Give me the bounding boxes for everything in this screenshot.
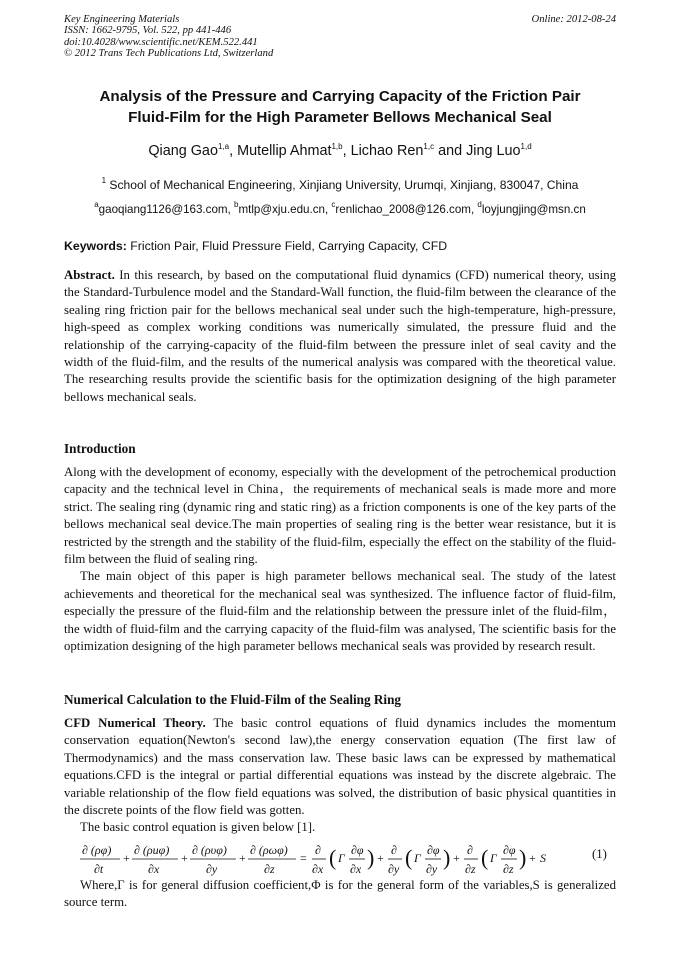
section-heading-numerical: Numerical Calculation to the Fluid-Film of the Sealing Ring — [64, 692, 402, 707]
paragraph: The basic control equations of fluid dynamics includes the momentum conservation equation(Newton's second law),the energy conservation equation (The first law of Thermodynamics) and the mass conservation law. These basic laws can be expressed by mathematical equations.CFD is the integral or partial differential equations was instead by the discrete algebraic. The variable relationship of the flow field equations was solved, the distribution of basic physical quantities in the discrete points of the flow field was gotten. — [64, 716, 617, 818]
svg-text:∂t: ∂t — [94, 862, 104, 876]
abstract-label: Abstract. — [64, 268, 115, 282]
svg-text:+: + — [453, 851, 460, 865]
keywords — [64, 239, 616, 253]
svg-text:∂y: ∂y — [426, 862, 438, 876]
svg-text:∂x: ∂x — [312, 862, 324, 876]
svg-text:∂y: ∂y — [388, 862, 400, 876]
email-link[interactable]: renlichao_2008@126.com, — [335, 203, 478, 216]
svg-text:∂ (ρφ): ∂ (ρφ) — [82, 843, 112, 857]
svg-text:∂: ∂ — [315, 843, 321, 857]
paragraph: The main object of this paper is high parameter bellows mechanical seal. The study of the latest achievements and theoretical for the mechanical seal was synthesized. The influence factor of fluid-film, especially the pressure of the fluid-film and the relationship between the pressure inlet of the fluid-film，the width of fluid-film and the carrying capacity of the fluid-film was analysed, The scientific basis for the optimization designing of the high parameter bellows mechanical seals was provided by research result. — [64, 569, 616, 654]
svg-text:∂ (ρuφ): ∂ (ρuφ) — [134, 843, 170, 857]
equation-number: (1) — [592, 847, 607, 861]
svg-text:∂z: ∂z — [264, 862, 275, 876]
svg-text:Γ: Γ — [338, 851, 345, 865]
svg-text:∂ (ρυφ): ∂ (ρυφ) — [192, 843, 227, 857]
svg-text:∂z: ∂z — [465, 862, 476, 876]
svg-text:∂z: ∂z — [503, 862, 514, 876]
author: Jing Luo$^{1,d}$ — [466, 142, 532, 159]
svg-text:+: + — [377, 851, 384, 865]
affiliation: $^1$ School of Mechanical Engineering, Xinjiang University, Urumqi, Xinjiang, 830047, China — [101, 176, 579, 192]
running-header — [64, 14, 616, 60]
paper-title — [64, 86, 616, 128]
paragraph: Along with the development of economy, especially with the development of the petrochemical production capacity and the technical level in China，the requirements of mechanical seals is made more and more strict. The sealing ring (dynamic ring and static ring) as a friction components is one of the key parts of the bellows mechanical seal device.The main properties of sealing ring is the better wear resistance, but it is restricted by the strength and the stability of the fluid-film, especially the effect on the stability of the fluid-film between the fluid of sealing ring. — [64, 465, 616, 567]
paragraph: Where,Γ is for general diffusion coefficient,Φ is for the general form of the variables,S is generalized source term. — [64, 878, 616, 910]
online-date: Online: 2012-08-24 — [531, 14, 616, 25]
keywords-label: Keywords: — [64, 239, 127, 253]
numerical-body — [64, 715, 616, 837]
svg-text:): ) — [367, 845, 375, 870]
email-list: $^a$gaoqiang1126@163.com, $^b$mtlp@xju.edu.cn, $^c$renlichao_2008@126.com, $^d$loyjungjing@msn.cn — [94, 200, 586, 216]
keywords-text: Friction Pair, Fluid Pressure Field, Carrying Capacity, CFD — [130, 239, 448, 253]
svg-text:∂x: ∂x — [350, 862, 362, 876]
svg-text:∂: ∂ — [391, 843, 397, 857]
svg-text:): ) — [519, 845, 527, 870]
email-link[interactable]: mtlp@xju.edu.cn, — [238, 203, 332, 216]
where-paragraph — [64, 877, 616, 912]
subsection-label: CFD Numerical Theory. — [64, 716, 206, 730]
svg-text:(: ( — [329, 845, 337, 870]
svg-text:∂y: ∂y — [206, 862, 218, 876]
doi-line: doi:10.4028/www.scientific.net/KEM.522.441 — [64, 36, 258, 48]
introduction-body — [64, 464, 616, 655]
email-link[interactable]: gaoqiang1126@163.com, — [98, 203, 234, 216]
copyright-line: © 2012 Trans Tech Publications Ltd, Switzerland — [64, 48, 274, 60]
svg-text:∂: ∂ — [467, 843, 473, 857]
svg-text:(: ( — [405, 845, 413, 870]
svg-text:∂φ: ∂φ — [427, 843, 440, 857]
svg-text:+: + — [239, 851, 246, 865]
author: Mutellip Ahmat$^{1,b}$, — [237, 142, 351, 159]
svg-text:+: + — [181, 851, 188, 865]
author: Qiang Gao$^{1,a}$, — [148, 142, 238, 159]
svg-text:∂φ: ∂φ — [503, 843, 516, 857]
svg-text:Γ: Γ — [490, 851, 497, 865]
author: Lichao Ren$^{1,c}$ and — [350, 142, 467, 159]
section-heading-introduction: Introduction — [64, 441, 136, 456]
svg-text:(: ( — [481, 845, 489, 870]
equation-intro: The basic control equation is given below [1]. — [80, 820, 316, 835]
svg-text:∂x: ∂x — [148, 862, 160, 876]
abstract — [64, 267, 616, 406]
svg-text:=: = — [300, 851, 307, 865]
svg-text:+: + — [529, 851, 536, 865]
issn-line: ISSN: 1662-9795, Vol. 522, pp 441-446 — [64, 25, 232, 37]
svg-text:S: S — [540, 851, 546, 865]
title-line-1: Analysis of the Pressure and Carrying Capacity of the Friction Pair — [99, 88, 581, 105]
equation-1 — [80, 841, 616, 881]
author-list — [64, 143, 616, 159]
svg-text:Γ: Γ — [414, 851, 421, 865]
svg-text:∂ (ρωφ): ∂ (ρωφ) — [250, 843, 288, 857]
title-line-2: Fluid-Film for the High Parameter Bellows Mechanical Seal — [128, 109, 552, 126]
journal-name: Key Engineering Materials — [64, 14, 180, 25]
email-link[interactable]: loyjungjing@msn.cn — [481, 203, 586, 216]
abstract-text: In this research, by based on the computational fluid dynamics (CFD) numerical theory, using the Standard-Turbulence model and the Standard-Wall function, the fluid-film between the clearance of the sealing ring friction pair for the bellows mechanical seal under such the high-temperature, high-pressure, high-speed as complex working conditions was numerically simulated, the pressure fluid and the relationship of the carrying-capacity of the fluid-film between the pressure inlet of seal cavity and the width of the fluid-film, and the results of the numerical analysis was compared with the theoretical value. The researching results provide the scientific basis for the optimization designing of the high parameter bellows mechanical seals. — [64, 268, 616, 404]
svg-text:+: + — [123, 851, 130, 865]
svg-text:∂φ: ∂φ — [351, 843, 364, 857]
svg-text:): ) — [443, 845, 451, 870]
